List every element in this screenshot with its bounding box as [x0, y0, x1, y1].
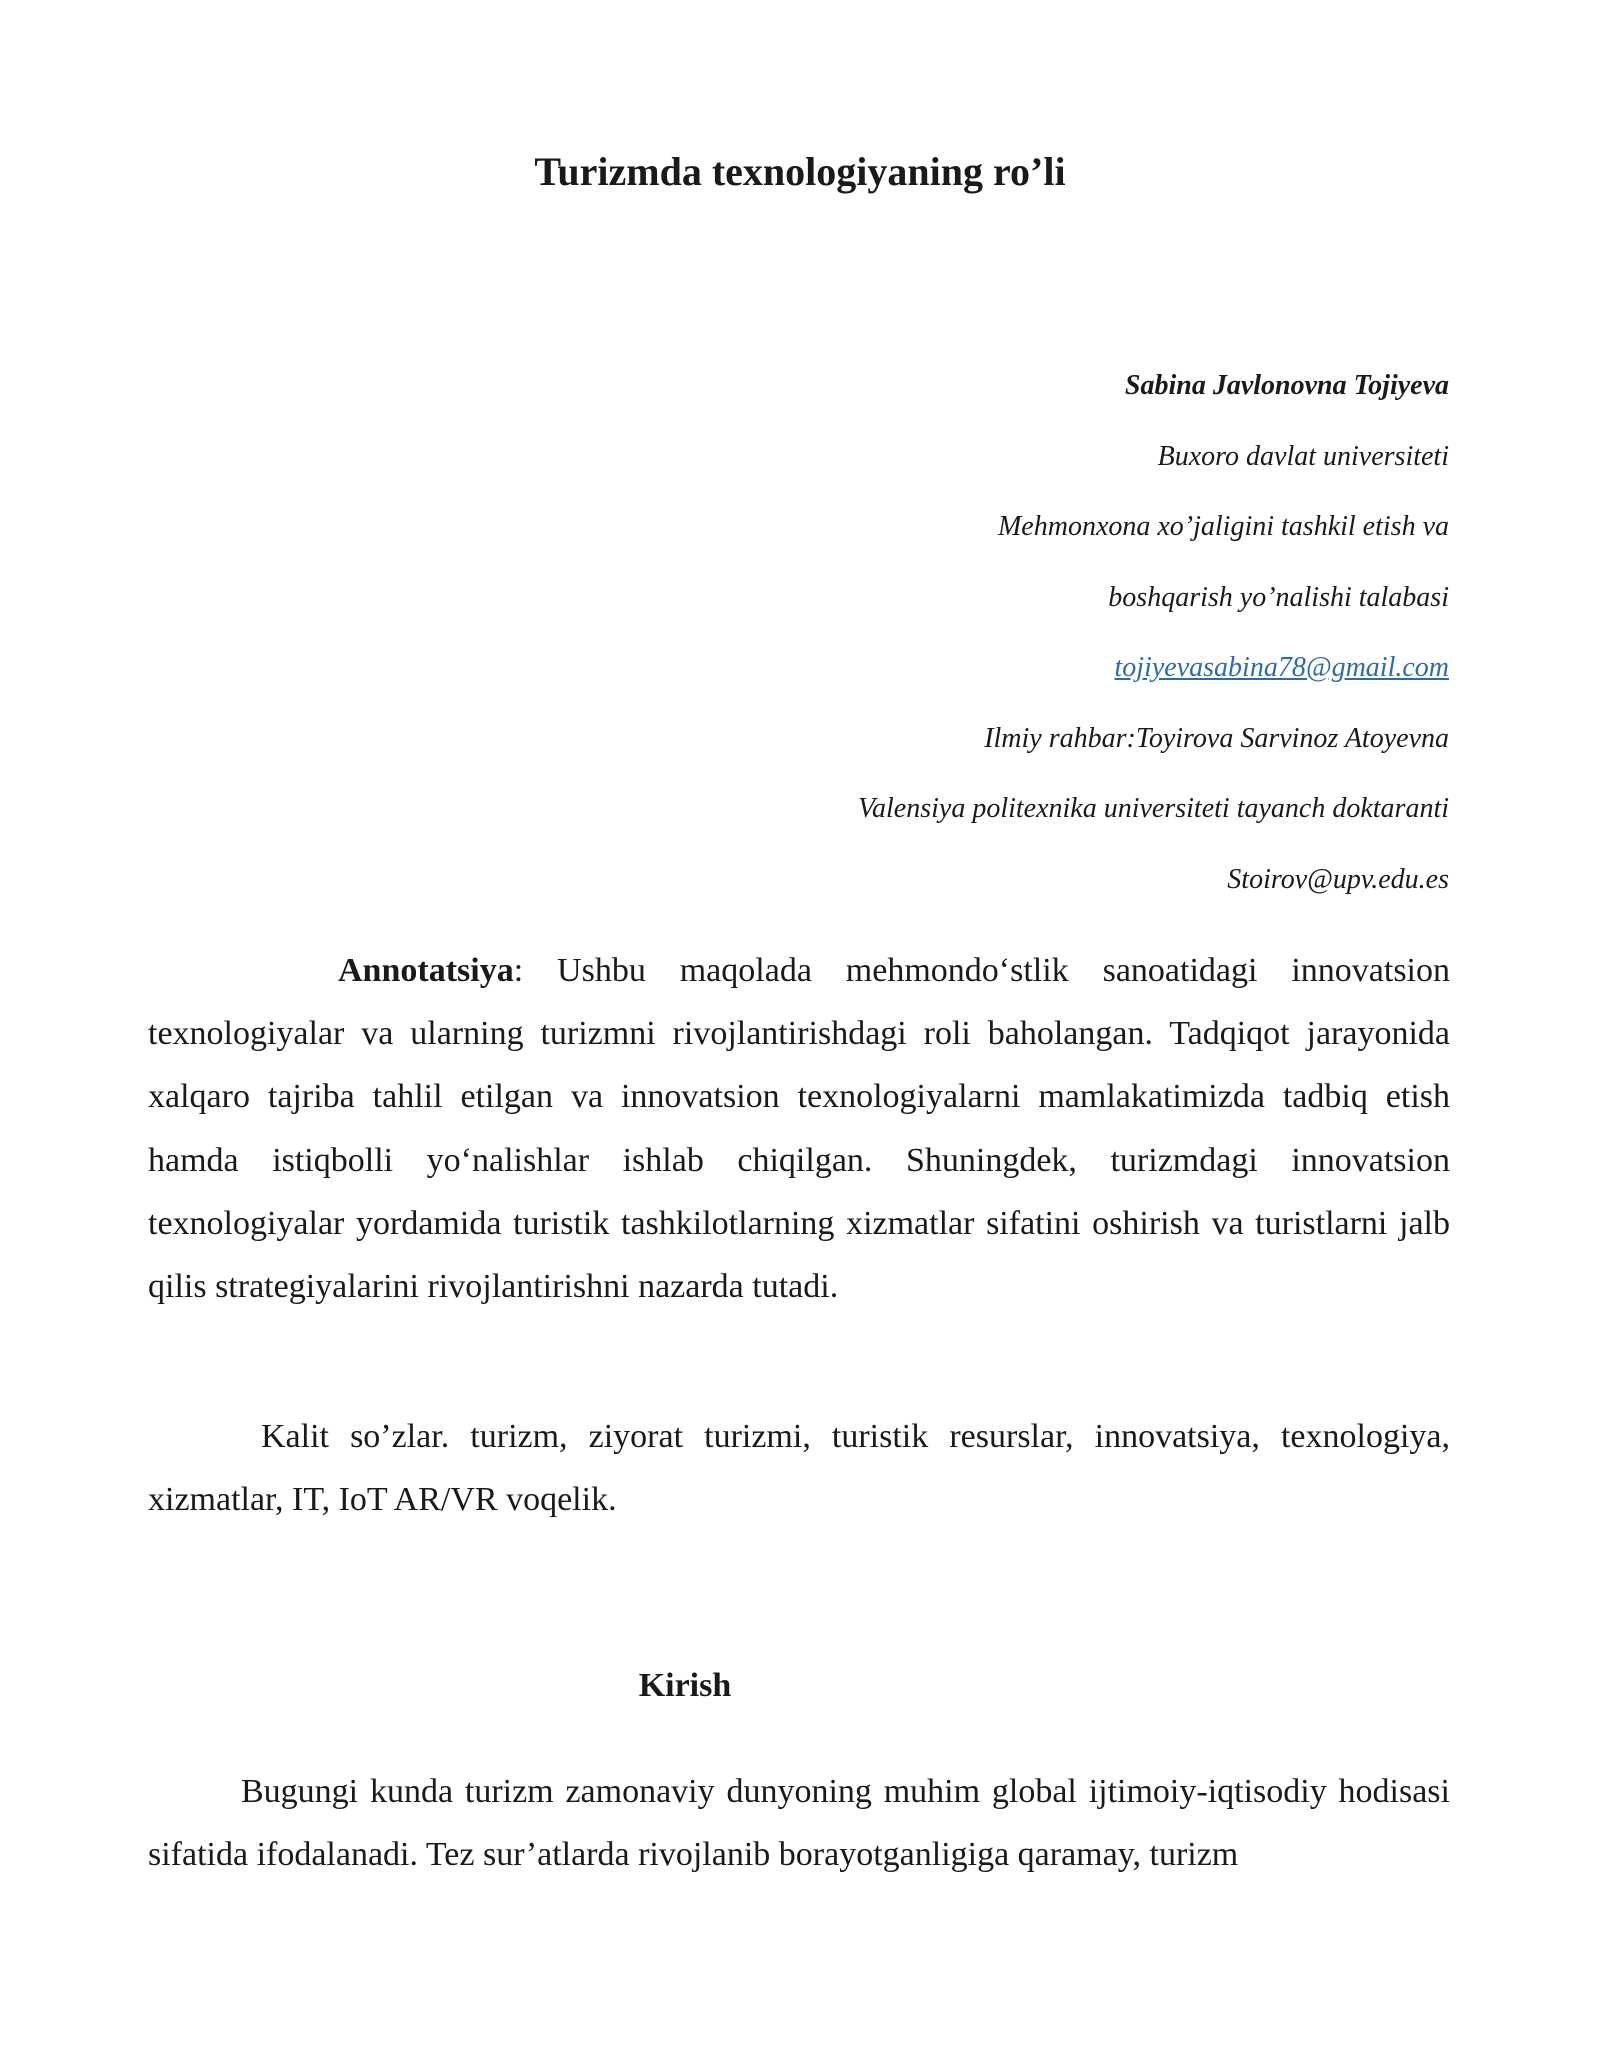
author-info: [858, 366, 1449, 930]
author-university: Buxoro davlat universiteti: [1157, 440, 1449, 472]
supervisor: Ilmiy rahbar:Toyirova Sarvinoz Atoyevna: [984, 722, 1449, 754]
paper-title: Turizmda texnologiyaning ro’li: [534, 149, 1066, 194]
supervisor-affiliation: Valensiya politexnika universiteti tayanch doktaranti: [858, 793, 1449, 824]
annotation-label: Annotatsiya: [338, 952, 514, 989]
keywords-text: Kalit so’zlar. turizm, ziyorat turizmi, turistik resurslar, innovatsiya, texnologiya, xizmatlar, IT, IoT AR/VR voqelik.: [148, 1418, 1450, 1519]
author-email-link[interactable]: tojiyevasabina78@gmail.com: [1114, 652, 1449, 683]
author-program-line1: Mehmonxona xo’jaligini tashkil etish va: [997, 511, 1449, 542]
annotation-paragraph: [148, 939, 1450, 1318]
author-program-line2: boshqarish yo’nalishi talabasi: [1108, 581, 1449, 613]
keywords-paragraph: [148, 1405, 1450, 1531]
section-heading: Kirish: [638, 1667, 732, 1704]
supervisor-email: Stoirov@upv.edu.es: [1227, 863, 1449, 895]
author-name: Sabina Javlonovna Tojiyeva: [1124, 370, 1449, 401]
intro-paragraph: [148, 1760, 1450, 1886]
annotation-text: : Ushbu maqolada mehmondo‘stlik sanoatidagi innovatsion texnologiyalar va ularning turizmni rivojlantirishdagi roli baholangan. Tadqiqot jarayonida xalqaro tajriba tahlil etilgan va innovatsion texnologiyalarni mamlakatimizda tadbiq etish hamda istiqbolli yo‘nalishlar ishlab chiqilgan. Shuningdek, turizmdagi innovatsion texnologiyalar yordamida turistik tashkilotlarning xizmatlar sifatini oshirish va turistlarni jalb qilis strategiyalarini rivojlantirishni nazarda tutadi.: [148, 952, 1450, 1306]
intro-text: Bugungi kunda turizm zamonaviy dunyoning muhim global ijtimoiy-iqtisodiy hodisasi sifatida ifodalanadi. Tez sur’atlarda rivojlanib borayotganligiga qaramay, turizm: [148, 1773, 1450, 1874]
